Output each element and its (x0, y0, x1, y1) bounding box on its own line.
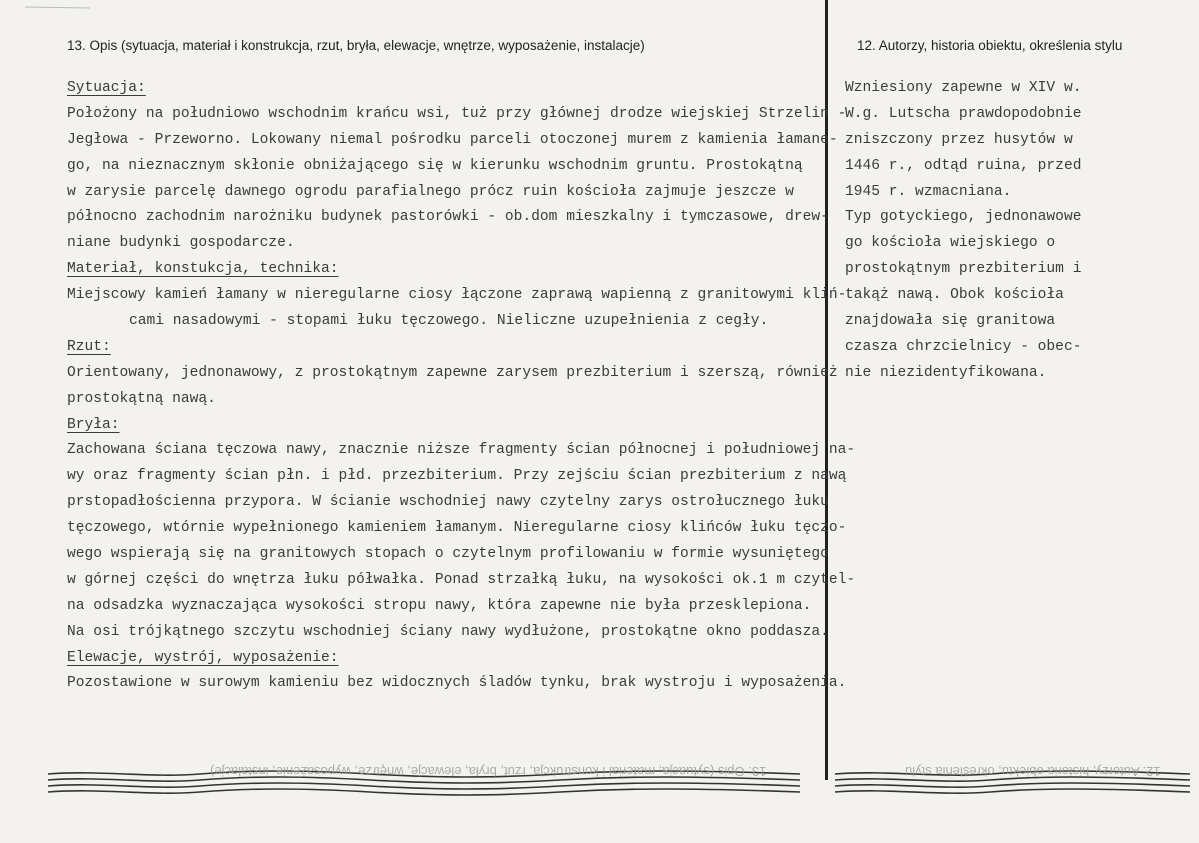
text-line: nie niezidentyfikowana. (845, 364, 1047, 381)
history-column (845, 76, 1185, 387)
text-line: 1446 r., odtąd ruina, przed (845, 157, 1082, 174)
text-line: zniszczony przez husytów w (845, 131, 1073, 148)
text-line: cami nasadowymi - stopami łuku tęczowego. Nieliczne uzupełnienia z cegły. (129, 313, 769, 330)
text-line: prostokątnym prezbiterium i (845, 261, 1082, 278)
section-heading: Elewacje, wystrój, wyposażenie: (67, 649, 339, 666)
text-line: północno zachodnim narożniku budynek pastorówki - ob.dom mieszkalny i tymczasowe, drew- (67, 209, 829, 226)
text-line: go kościoła wiejskiego o (845, 235, 1056, 252)
description-column (67, 76, 856, 697)
mirrored-header-13: 13. Opis (sytuacja, materiał i konstrukcja, rzut, bryła, elewacje, wnętrze, wyposażenie, instalacje) (210, 764, 767, 779)
text-line: na odsadzka wyznaczająca wysokości stropu nawy, która zapewne nie była przesklepiona. (67, 597, 812, 614)
text-line: prostokątną nawą. (67, 390, 216, 407)
mirrored-header-12: 12. Autorzy, historia obiektu, określenia stylu (905, 764, 1161, 779)
text-line: prstopadłościenna przypora. W ścianie wschodniej nawy czytelny zarys ostrołucznego łuku (67, 494, 829, 511)
text-line: znajdowała się granitowa (845, 313, 1056, 330)
text-line: w zarysie parcelę dawnego ogrodu parafialnego prócz ruin kościoła zajmuje jeszcze w (67, 183, 794, 200)
text-line: wego wspierają się na granitowych stopach o czytelnym profilowaniu w formie wysuniętego (67, 546, 829, 563)
scan-mark (20, 0, 100, 8)
text-line: niane budynki gospodarcze. (67, 235, 295, 252)
section-heading: Materiał, konstukcja, technika: (67, 261, 339, 278)
text-line: W.g. Lutscha prawdopodobnie (845, 105, 1082, 122)
text-line: Miejscowy kamień łamany w nieregularne ciosy łączone zaprawą wapienną z granitowymi kliń- (67, 287, 847, 304)
text-line: wy oraz fragmenty ścian płn. i płd. przezbiterium. Przy zejściu ścian prezbiterium z nawą (67, 468, 847, 485)
text-line: Położony na południowo wschodnim krańcu wsi, tuż przy głównej drodze wiejskiej Strzelin - (67, 105, 847, 122)
text-line: Typ gotyckiego, jednonawowe (845, 209, 1082, 226)
text-line: czasza chrzcielnicy - obec- (845, 338, 1082, 355)
text-line: Zachowana ściana tęczowa nawy, znacznie niższe fragmenty ścian północnej i południowej na- (67, 442, 856, 459)
text-line: w górnej części do wnętrza łuku półwałka. Ponad strzałką łuku, na wysokości ok.1 m czytel- (67, 571, 856, 588)
text-line: go, na nieznacznym skłonie obniżającego się w kierunku wschodnim gruntu. Prostokątną (67, 157, 803, 174)
text-line: tęczowego, wtórnie wypełnionego kamieniem łamanym. Nieregularne ciosy klińców łuku tęczo- (67, 520, 847, 537)
section-heading: Rzut: (67, 338, 111, 355)
section-heading: Bryła: (67, 416, 120, 433)
section-heading: Sytuacja: (67, 80, 146, 96)
text-line: Pozostawione w surowym kamieniu bez widocznych śladów tynku, brak wystroju i wyposażenia. (67, 675, 847, 692)
section-12-header: 12. Autorzy, historia obiektu, określenia stylu (857, 38, 1123, 53)
text-line: takąż nawą. Obok kościoła (845, 287, 1064, 304)
text-line: Na osi trójkątnego szczytu wschodniej ściany nawy wydłużone, prostokątne okno poddasza. (67, 623, 829, 640)
section-13-header: 13. Opis (sytuacja, materiał i konstrukcja, rzut, bryła, elewacje, wnętrze, wyposażenie, instalacje) (67, 38, 645, 53)
text-line: Jegłowa - Przeworno. Lokowany niemal pośrodku parceli otoczonej murem z kamienia łamane- (67, 131, 838, 148)
text-line: Orientowany, jednonawowy, z prostokątnym zapewne zarysem prezbiterium i szerszą, również (67, 364, 838, 381)
text-line: 1945 r. wzmacniana. (845, 183, 1012, 200)
text-line: Wzniesiony zapewne w XIV w. (845, 80, 1082, 96)
